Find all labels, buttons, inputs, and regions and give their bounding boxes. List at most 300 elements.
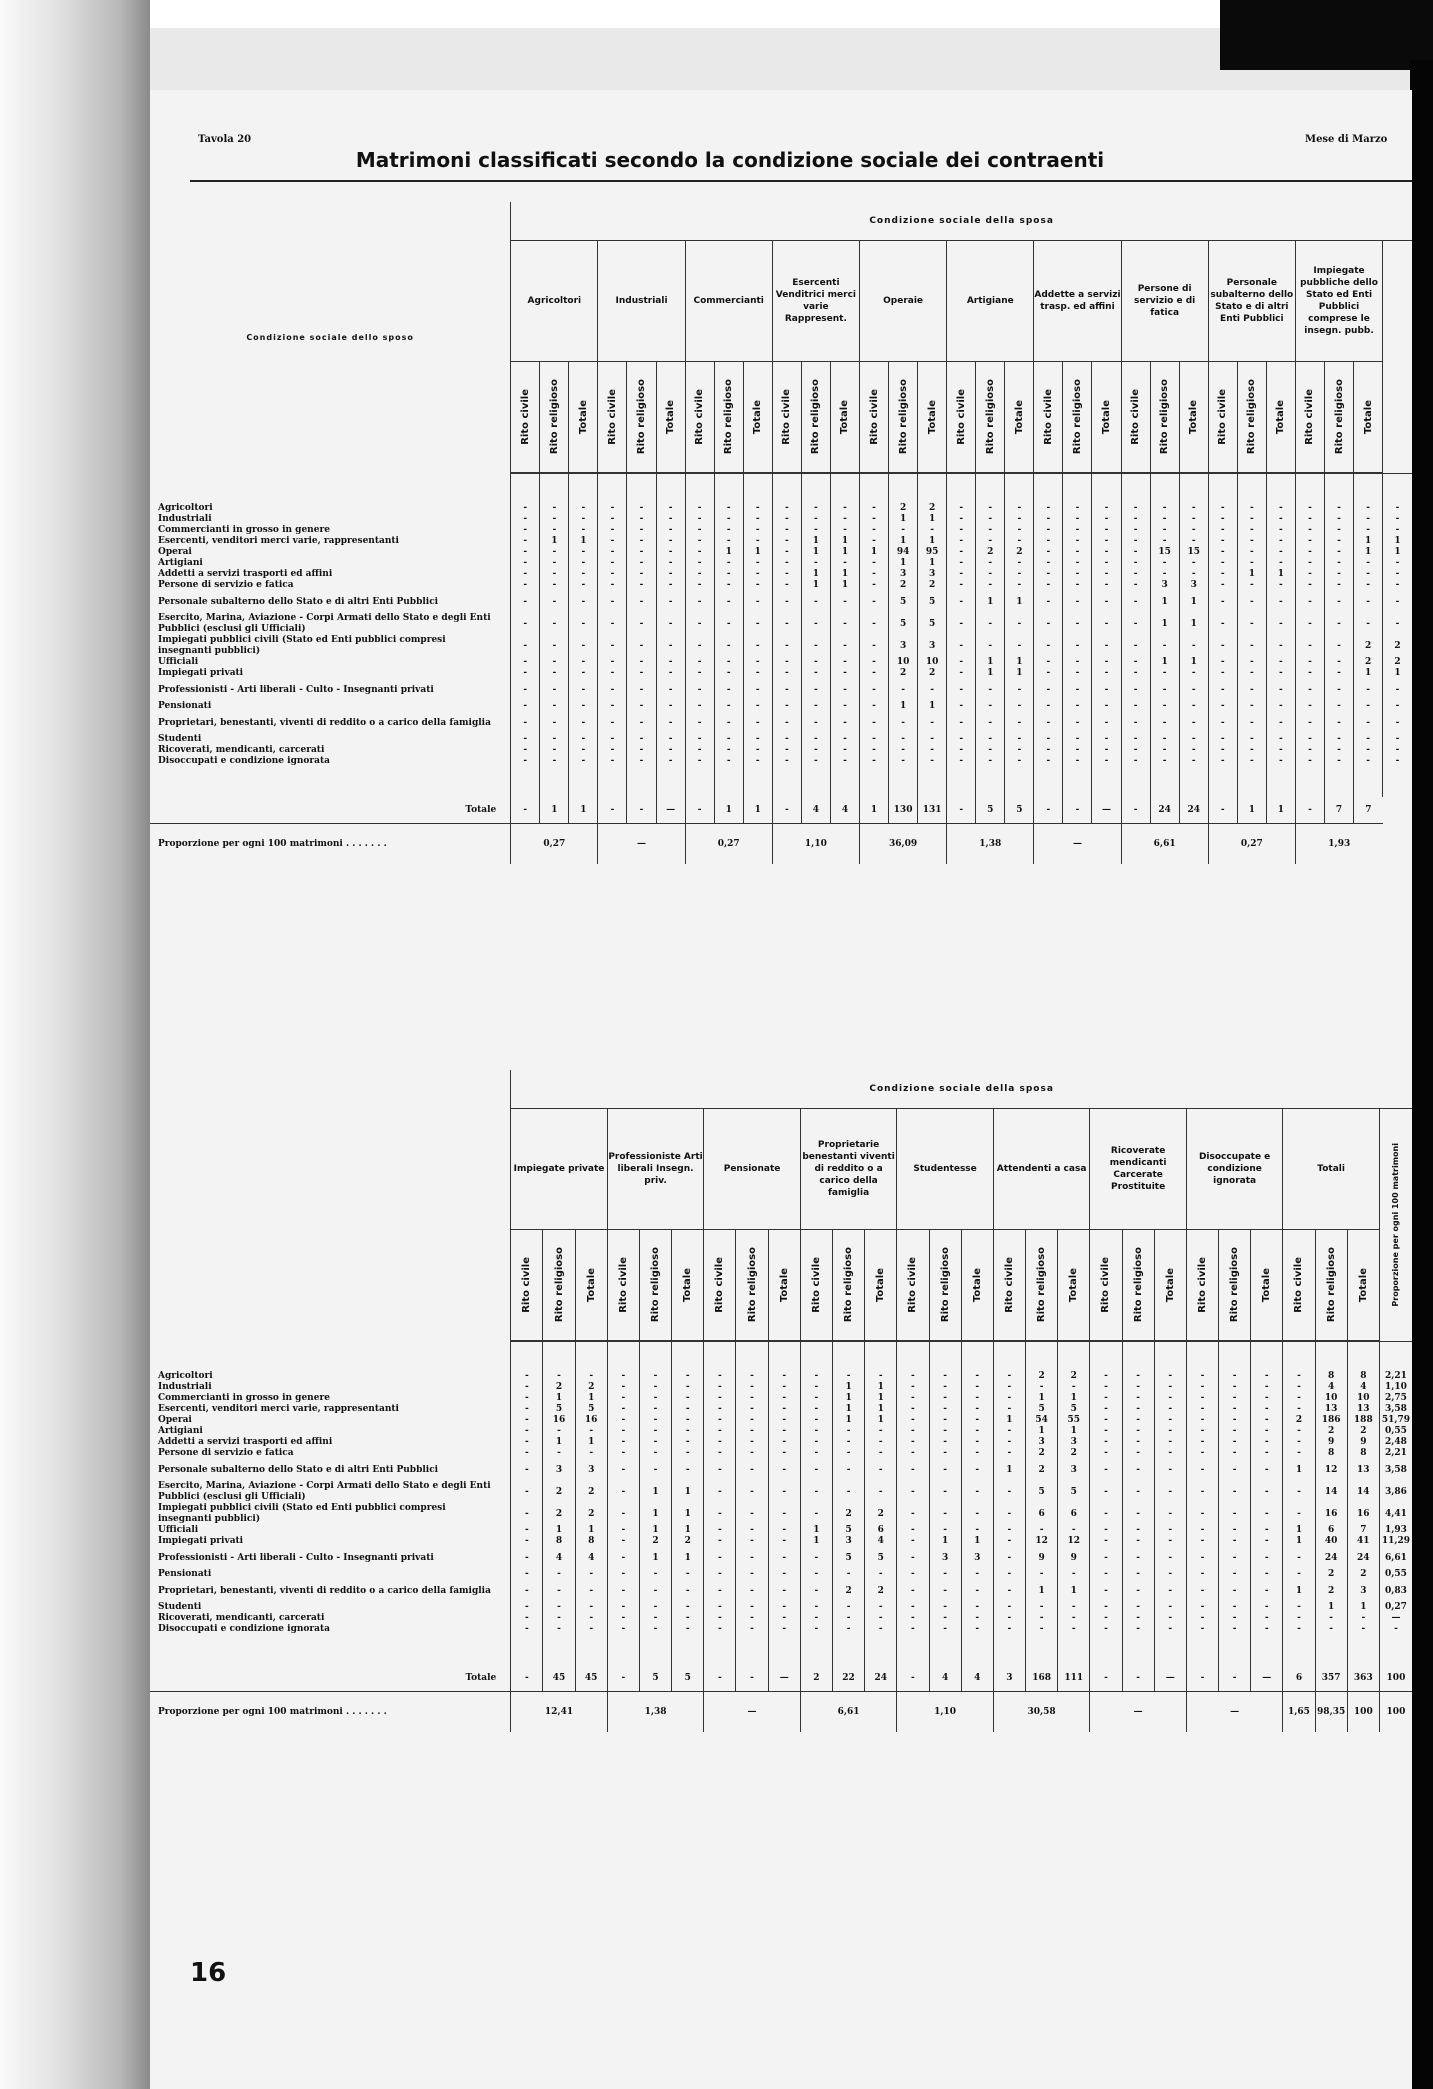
- data-cell: -: [947, 525, 976, 536]
- data-cell: -: [859, 558, 888, 569]
- gap-cell: [1379, 1635, 1412, 1665]
- gap-cell: [801, 767, 830, 797]
- data-cell: -: [1122, 1415, 1154, 1426]
- data-cell: -: [1121, 756, 1150, 767]
- data-cell: -: [947, 569, 976, 580]
- data-cell: 1: [889, 558, 918, 569]
- data-cell: 1: [889, 514, 918, 525]
- data-cell: 1: [1283, 1580, 1315, 1602]
- data-cell: -: [768, 1580, 800, 1602]
- data-cell: -: [1154, 1371, 1186, 1382]
- data-cell: -: [511, 1613, 543, 1624]
- data-cell: 24: [1315, 1547, 1347, 1569]
- data-cell: -: [672, 1415, 704, 1426]
- data-cell: -: [859, 503, 888, 514]
- gap-cell: [1237, 767, 1266, 797]
- data-cell: -: [1121, 734, 1150, 745]
- data-cell: -: [1092, 745, 1121, 756]
- data-cell: -: [672, 1624, 704, 1635]
- data-cell: -: [768, 1503, 800, 1525]
- data-cell: -: [1179, 569, 1208, 580]
- subcol-label: Rito civile: [1304, 389, 1316, 445]
- subcol-label: Rito religioso: [984, 379, 996, 455]
- table-row: [150, 1481, 1412, 1503]
- gap-cell: [575, 1635, 607, 1665]
- data-cell: -: [1179, 525, 1208, 536]
- subcol-label: Rito civile: [810, 1257, 822, 1313]
- data-cell: -: [768, 1437, 800, 1448]
- data-cell: -: [1005, 701, 1034, 712]
- data-cell: -: [743, 668, 772, 679]
- data-cell: -: [1219, 1404, 1251, 1415]
- data-cell: -: [1237, 712, 1266, 734]
- gap-cell: [1154, 1635, 1186, 1665]
- data-cell: -: [929, 1503, 961, 1525]
- data-cell: -: [1034, 745, 1063, 756]
- data-cell: -: [993, 1525, 1025, 1536]
- data-cell: -: [1026, 1525, 1058, 1536]
- data-cell: -: [569, 679, 598, 701]
- data-cell: -: [639, 1602, 671, 1613]
- data-cell: -: [1090, 1415, 1122, 1426]
- total-cell: -: [1034, 797, 1063, 824]
- data-cell: -: [1266, 734, 1295, 745]
- data-cell: -: [1208, 668, 1237, 679]
- data-cell: -: [1295, 536, 1324, 547]
- data-cell: -: [1186, 1404, 1218, 1415]
- data-cell: 1: [1179, 657, 1208, 668]
- table-row: [150, 1371, 1412, 1382]
- data-cell: -: [961, 1580, 993, 1602]
- data-cell: 1: [672, 1547, 704, 1569]
- group-header-2: Pensionate: [704, 1109, 801, 1230]
- subcol-header: [800, 1230, 832, 1342]
- data-cell: -: [801, 525, 830, 536]
- data-cell: -: [627, 613, 656, 635]
- data-cell: -: [1208, 613, 1237, 635]
- data-cell: -: [511, 525, 540, 536]
- data-cell: -: [736, 1536, 768, 1547]
- data-cell: -: [1154, 1613, 1186, 1624]
- data-cell: -: [859, 613, 888, 635]
- data-cell: -: [772, 569, 801, 580]
- total-cell: -: [1090, 1665, 1122, 1692]
- data-cell: -: [1266, 503, 1295, 514]
- data-cell: -: [511, 635, 540, 657]
- data-cell: -: [772, 525, 801, 536]
- row-label: Esercenti, venditori merci varie, rappresentanti: [158, 536, 399, 546]
- proportion-col-header: [1379, 1109, 1412, 1342]
- data-cell: 1: [1383, 547, 1412, 558]
- gap-cell: [1295, 767, 1324, 797]
- data-cell: -: [1092, 580, 1121, 591]
- data-cell: -: [1186, 1393, 1218, 1404]
- data-cell: 1: [1354, 536, 1383, 547]
- data-cell: -: [947, 503, 976, 514]
- data-cell: -: [929, 1481, 961, 1503]
- data-cell: -: [1063, 569, 1092, 580]
- row-label: Professionisti - Arti liberali - Culto - Insegnanti privati: [158, 684, 434, 695]
- data-cell: -: [1121, 613, 1150, 635]
- data-cell: -: [768, 1393, 800, 1404]
- data-cell: -: [1121, 745, 1150, 756]
- data-cell: -: [598, 734, 627, 745]
- subcol-header: [961, 1230, 993, 1342]
- data-cell: 3: [1179, 580, 1208, 591]
- table-row: [150, 635, 1412, 657]
- data-cell: -: [772, 657, 801, 668]
- row-spacer-cell: [607, 1341, 639, 1371]
- data-cell: -: [1295, 668, 1324, 679]
- data-cell: 1: [543, 1437, 575, 1448]
- data-cell: -: [1063, 679, 1092, 701]
- data-cell: -: [569, 558, 598, 569]
- data-cell: -: [1063, 745, 1092, 756]
- data-cell: -: [1092, 635, 1121, 657]
- data-cell: -: [1237, 547, 1266, 558]
- data-cell: -: [768, 1602, 800, 1613]
- data-cell: -: [768, 1624, 800, 1635]
- data-cell: -: [736, 1580, 768, 1602]
- data-cell: -: [685, 734, 714, 745]
- row-spacer-cell: [929, 1341, 961, 1371]
- data-cell: -: [1295, 756, 1324, 767]
- data-cell: -: [897, 1536, 929, 1547]
- data-cell: -: [639, 1624, 671, 1635]
- data-cell: 2: [1026, 1371, 1058, 1382]
- data-cell: -: [1266, 613, 1295, 635]
- data-cell: -: [714, 701, 743, 712]
- gap-cell: [1347, 1635, 1379, 1665]
- data-cell: -: [1354, 613, 1383, 635]
- data-cell: -: [1283, 1437, 1315, 1448]
- proportion-cell: 100: [1379, 1692, 1412, 1733]
- subcol-header: [1092, 362, 1121, 474]
- data-cell: -: [598, 701, 627, 712]
- table-row: [150, 1624, 1412, 1635]
- table-row: [150, 712, 1412, 734]
- data-cell: -: [1251, 1547, 1283, 1569]
- row-spacer-cell: [768, 1341, 800, 1371]
- data-cell: -: [929, 1525, 961, 1536]
- subcol-label: Rito religioso: [650, 1247, 662, 1323]
- data-cell: -: [575, 1569, 607, 1580]
- data-cell: -: [704, 1415, 736, 1426]
- group-header-9: Impiegate pubbliche dello Stato ed Enti Pubblici comprese le insegn. pubb.: [1295, 241, 1382, 362]
- data-cell: -: [1237, 613, 1266, 635]
- data-cell: -: [1186, 1624, 1218, 1635]
- data-cell: -: [1034, 514, 1063, 525]
- data-cell: 8: [1315, 1371, 1347, 1382]
- gap-cell: [1208, 767, 1237, 797]
- data-cell: -: [575, 1613, 607, 1624]
- data-cell: -: [1154, 1459, 1186, 1481]
- row-label: Persone di servizio e fatica: [158, 580, 294, 590]
- subcol-header: [1150, 362, 1179, 474]
- data-cell: -: [1186, 1415, 1218, 1426]
- data-cell: -: [947, 613, 976, 635]
- subcol-label: Rito civile: [1217, 389, 1229, 445]
- data-cell: -: [540, 558, 569, 569]
- data-cell: -: [772, 514, 801, 525]
- data-cell: -: [961, 1404, 993, 1415]
- data-cell: -: [627, 701, 656, 712]
- gap-cell: [1315, 1635, 1347, 1665]
- data-cell: -: [598, 514, 627, 525]
- data-cell: -: [772, 701, 801, 712]
- data-cell: -: [656, 701, 685, 712]
- data-cell: -: [1237, 591, 1266, 613]
- data-cell: -: [976, 580, 1005, 591]
- stub-header: [150, 1070, 511, 1341]
- data-cell: -: [1324, 525, 1353, 536]
- data-cell: -: [1283, 1569, 1315, 1580]
- data-cell: -: [865, 1371, 897, 1382]
- data-cell: -: [929, 1426, 961, 1437]
- total-cell: —: [656, 797, 685, 824]
- data-cell: -: [704, 1393, 736, 1404]
- data-cell: -: [627, 569, 656, 580]
- data-cell: -: [511, 1371, 543, 1382]
- data-cell: -: [1208, 734, 1237, 745]
- subcol-header: [607, 1230, 639, 1342]
- data-cell: 11,29: [1379, 1536, 1412, 1547]
- data-cell: -: [743, 745, 772, 756]
- data-cell: -: [830, 679, 859, 701]
- data-cell: -: [607, 1415, 639, 1426]
- data-cell: 3: [1150, 580, 1179, 591]
- data-cell: 51,79: [1379, 1415, 1412, 1426]
- data-cell: 1: [918, 701, 947, 712]
- data-cell: -: [1063, 514, 1092, 525]
- data-cell: -: [859, 536, 888, 547]
- data-cell: -: [685, 679, 714, 701]
- data-cell: 1: [865, 1382, 897, 1393]
- subcol-header: [865, 1230, 897, 1342]
- data-cell: -: [830, 558, 859, 569]
- group-header-3: Esercenti Venditrici merci varie Rappresent.: [772, 241, 859, 362]
- data-cell: -: [511, 1437, 543, 1448]
- data-cell: -: [1219, 1459, 1251, 1481]
- data-cell: -: [1186, 1569, 1218, 1580]
- subcol-label: Totale: [926, 399, 938, 435]
- data-cell: 1: [639, 1525, 671, 1536]
- gap-cell: [897, 1635, 929, 1665]
- subcol-label: Totale: [577, 399, 589, 435]
- data-cell: -: [607, 1382, 639, 1393]
- data-cell: -: [1121, 525, 1150, 536]
- data-cell: 4: [865, 1536, 897, 1547]
- row-label: Personale subalterno dello Stato e di altri Enti Pubblici: [158, 1464, 439, 1475]
- data-cell: -: [540, 745, 569, 756]
- data-cell: -: [801, 745, 830, 756]
- data-cell: 10: [918, 657, 947, 668]
- data-cell: -: [1121, 712, 1150, 734]
- data-cell: -: [598, 536, 627, 547]
- data-cell: -: [1122, 1382, 1154, 1393]
- data-cell: -: [1005, 734, 1034, 745]
- data-cell: -: [1122, 1613, 1154, 1624]
- proportion-cell: 98,35: [1315, 1692, 1347, 1733]
- data-cell: -: [961, 1481, 993, 1503]
- data-cell: -: [627, 635, 656, 657]
- data-cell: -: [830, 514, 859, 525]
- data-cell: 1: [889, 701, 918, 712]
- data-cell: 14: [1347, 1481, 1379, 1503]
- data-cell: -: [1150, 701, 1179, 712]
- subcol-label: Rito civile: [714, 1257, 726, 1313]
- data-cell: 1: [801, 547, 830, 558]
- subcol-header: [1005, 362, 1034, 474]
- data-cell: -: [1092, 547, 1121, 558]
- data-cell: -: [627, 525, 656, 536]
- data-cell: -: [768, 1371, 800, 1382]
- data-cell: -: [1266, 668, 1295, 679]
- gap-cell: [1324, 767, 1353, 797]
- subcol-header: [1034, 362, 1063, 474]
- data-cell: -: [859, 756, 888, 767]
- data-cell: -: [540, 547, 569, 558]
- data-cell: -: [1324, 591, 1353, 613]
- data-cell: -: [993, 1580, 1025, 1602]
- data-cell: 16: [543, 1415, 575, 1426]
- data-cell: -: [1121, 657, 1150, 668]
- stub-header: [150, 202, 511, 473]
- data-cell: -: [1154, 1547, 1186, 1569]
- row-spacer-cell: [918, 473, 947, 503]
- data-cell: -: [1324, 701, 1353, 712]
- data-cell: -: [1379, 1624, 1412, 1635]
- stub-header-label: Condizione sociale dello sposo: [246, 333, 414, 342]
- data-cell: -: [961, 1448, 993, 1459]
- subcol-header: [575, 1230, 607, 1342]
- data-cell: -: [897, 1437, 929, 1448]
- data-cell: -: [627, 558, 656, 569]
- data-cell: -: [830, 756, 859, 767]
- proportion-col-header: [1383, 241, 1412, 474]
- data-cell: -: [801, 514, 830, 525]
- data-cell: -: [685, 514, 714, 525]
- row-label: Esercenti, venditori merci varie, rappresentanti: [158, 1404, 399, 1414]
- data-cell: -: [859, 525, 888, 536]
- data-cell: -: [1237, 657, 1266, 668]
- data-cell: -: [1283, 1602, 1315, 1613]
- data-cell: -: [1324, 580, 1353, 591]
- data-cell: -: [714, 613, 743, 635]
- total-cell: 6: [1283, 1665, 1315, 1692]
- data-cell: -: [1283, 1624, 1315, 1635]
- data-cell: -: [832, 1426, 864, 1437]
- data-cell: -: [1122, 1371, 1154, 1382]
- data-cell: -: [607, 1580, 639, 1602]
- data-cell: -: [1092, 613, 1121, 635]
- subcol-header: [772, 362, 801, 474]
- data-cell: -: [569, 756, 598, 767]
- data-cell: 3,58: [1379, 1404, 1412, 1415]
- data-cell: -: [1251, 1437, 1283, 1448]
- data-cell: -: [976, 635, 1005, 657]
- data-cell: 4: [575, 1547, 607, 1569]
- data-cell: -: [569, 503, 598, 514]
- data-cell: 3: [929, 1547, 961, 1569]
- data-cell: 186: [1315, 1415, 1347, 1426]
- data-cell: -: [1026, 1569, 1058, 1580]
- data-cell: -: [1058, 1525, 1090, 1536]
- data-cell: 1: [1005, 668, 1034, 679]
- data-cell: -: [704, 1459, 736, 1481]
- data-cell: -: [743, 712, 772, 734]
- row-label: Impiegati pubblici civili (Stato ed Enti pubblici compresi insegnanti pubblici): [158, 1503, 446, 1524]
- data-cell: -: [768, 1459, 800, 1481]
- data-cell: -: [1121, 580, 1150, 591]
- data-cell: 2: [639, 1536, 671, 1547]
- data-cell: -: [772, 591, 801, 613]
- data-cell: 1: [865, 1415, 897, 1426]
- data-cell: 9: [1026, 1547, 1058, 1569]
- data-cell: -: [772, 712, 801, 734]
- data-cell: 4: [1347, 1382, 1379, 1393]
- data-cell: -: [918, 712, 947, 734]
- gap-cell: [947, 767, 976, 797]
- data-cell: -: [1354, 525, 1383, 536]
- data-cell: -: [1237, 668, 1266, 679]
- data-cell: -: [672, 1371, 704, 1382]
- data-cell: -: [1324, 503, 1353, 514]
- data-cell: -: [1383, 745, 1412, 756]
- data-cell: -: [511, 514, 540, 525]
- data-cell: -: [1324, 536, 1353, 547]
- data-cell: -: [627, 580, 656, 591]
- row-spacer-cell: [993, 1341, 1025, 1371]
- proportion-cell: 100: [1347, 1692, 1379, 1733]
- data-cell: 5: [543, 1404, 575, 1415]
- data-cell: -: [1208, 514, 1237, 525]
- data-cell: -: [961, 1602, 993, 1613]
- data-cell: 1: [1058, 1426, 1090, 1437]
- data-cell: 1: [1283, 1459, 1315, 1481]
- data-cell: -: [743, 657, 772, 668]
- data-cell: -: [685, 657, 714, 668]
- data-cell: -: [1005, 503, 1034, 514]
- data-cell: 2: [1315, 1569, 1347, 1580]
- data-cell: 2: [832, 1580, 864, 1602]
- subcol-label: Rito religioso: [636, 379, 648, 455]
- data-cell: -: [993, 1547, 1025, 1569]
- data-cell: -: [830, 668, 859, 679]
- data-cell: -: [947, 514, 976, 525]
- data-cell: -: [1090, 1404, 1122, 1415]
- data-cell: -: [993, 1624, 1025, 1635]
- total-cell: 4: [961, 1665, 993, 1692]
- data-cell: -: [714, 514, 743, 525]
- data-cell: -: [1251, 1503, 1283, 1525]
- data-cell: -: [1005, 514, 1034, 525]
- data-cell: -: [772, 635, 801, 657]
- proportion-cell: 0,27: [1208, 824, 1295, 865]
- data-cell: 5: [575, 1404, 607, 1415]
- data-cell: -: [1251, 1569, 1283, 1580]
- data-cell: -: [736, 1547, 768, 1569]
- data-cell: -: [627, 668, 656, 679]
- data-cell: -: [897, 1613, 929, 1624]
- data-cell: -: [976, 525, 1005, 536]
- data-cell: -: [607, 1448, 639, 1459]
- data-cell: -: [685, 668, 714, 679]
- data-cell: -: [768, 1382, 800, 1393]
- subcol-label: Rito religioso: [1229, 1247, 1241, 1323]
- total-cell: 2: [800, 1665, 832, 1692]
- row-label: Impiegati pubblici civili (Stato ed Enti pubblici compresi insegnanti pubblici): [158, 635, 446, 656]
